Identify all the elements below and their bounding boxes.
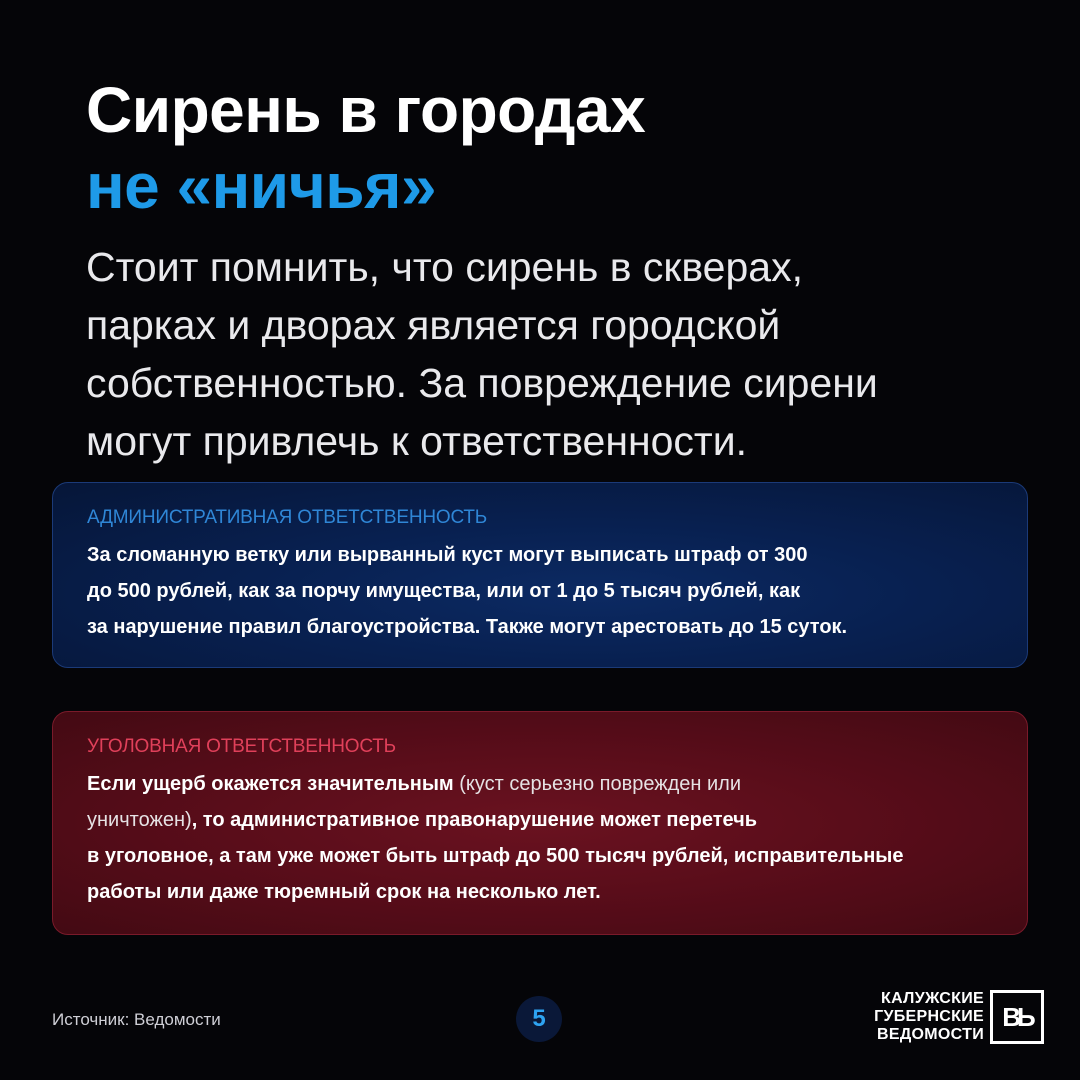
- title-line-1: Сирень в городах: [86, 74, 646, 146]
- intro-line: парках и дворах является городской: [86, 302, 781, 348]
- card-body: [87, 537, 993, 645]
- title-line-2-accent: не «ничья»: [86, 150, 437, 222]
- card-text-normal: уничтожен): [87, 809, 192, 831]
- card-text-bold: , то административное правонарушение может перетечь: [191, 809, 758, 831]
- card-text-normal: (куст серьезно поврежден или: [453, 773, 742, 795]
- card-heading: УГОЛОВНАЯ ОТВЕТСТВЕННОСТЬ: [87, 736, 396, 757]
- intro-line: собственностью. За повреждение сирени: [86, 360, 878, 406]
- brand-mark-icon: ВЬ: [990, 990, 1044, 1044]
- card-line: За сломанную ветку или вырванный куст могут выписать штраф от 300: [87, 544, 808, 566]
- criminal-liability-card: [52, 711, 1028, 935]
- source-caption: Источник: Ведомости: [52, 1010, 221, 1029]
- page-title: [86, 72, 645, 224]
- administrative-liability-card: [52, 482, 1028, 668]
- brand-line: КАЛУЖСКИЕ: [881, 990, 984, 1007]
- card-line: работы или даже тюремный срок на несколько лет.: [87, 881, 601, 903]
- intro-text: [86, 238, 986, 470]
- card-line: до 500 рублей, как за порчу имущества, или от 1 до 5 тысяч рублей, как: [87, 580, 801, 602]
- brand-name: [862, 990, 984, 1044]
- card-line: за нарушение правил благоустройства. Также могут арестовать до 15 суток.: [87, 616, 848, 638]
- page-number-badge: 5: [516, 996, 562, 1042]
- brand-logo: [862, 990, 1046, 1046]
- brand-line: ВЕДОМОСТИ: [877, 1026, 984, 1043]
- intro-line: Стоит помнить, что сирень в скверах,: [86, 244, 803, 290]
- intro-line: могут привлечь к ответственности.: [86, 418, 747, 464]
- card-heading: АДМИНИСТРАТИВНАЯ ОТВЕТСТВЕННОСТЬ: [87, 507, 488, 528]
- card-text-bold: Если ущерб окажется значительным: [87, 773, 454, 795]
- card-line: в уголовное, а там уже может быть штраф до 500 тысяч рублей, исправительные: [87, 845, 904, 867]
- card-body: [87, 766, 993, 910]
- brand-line: ГУБЕРНСКИЕ: [874, 1008, 984, 1025]
